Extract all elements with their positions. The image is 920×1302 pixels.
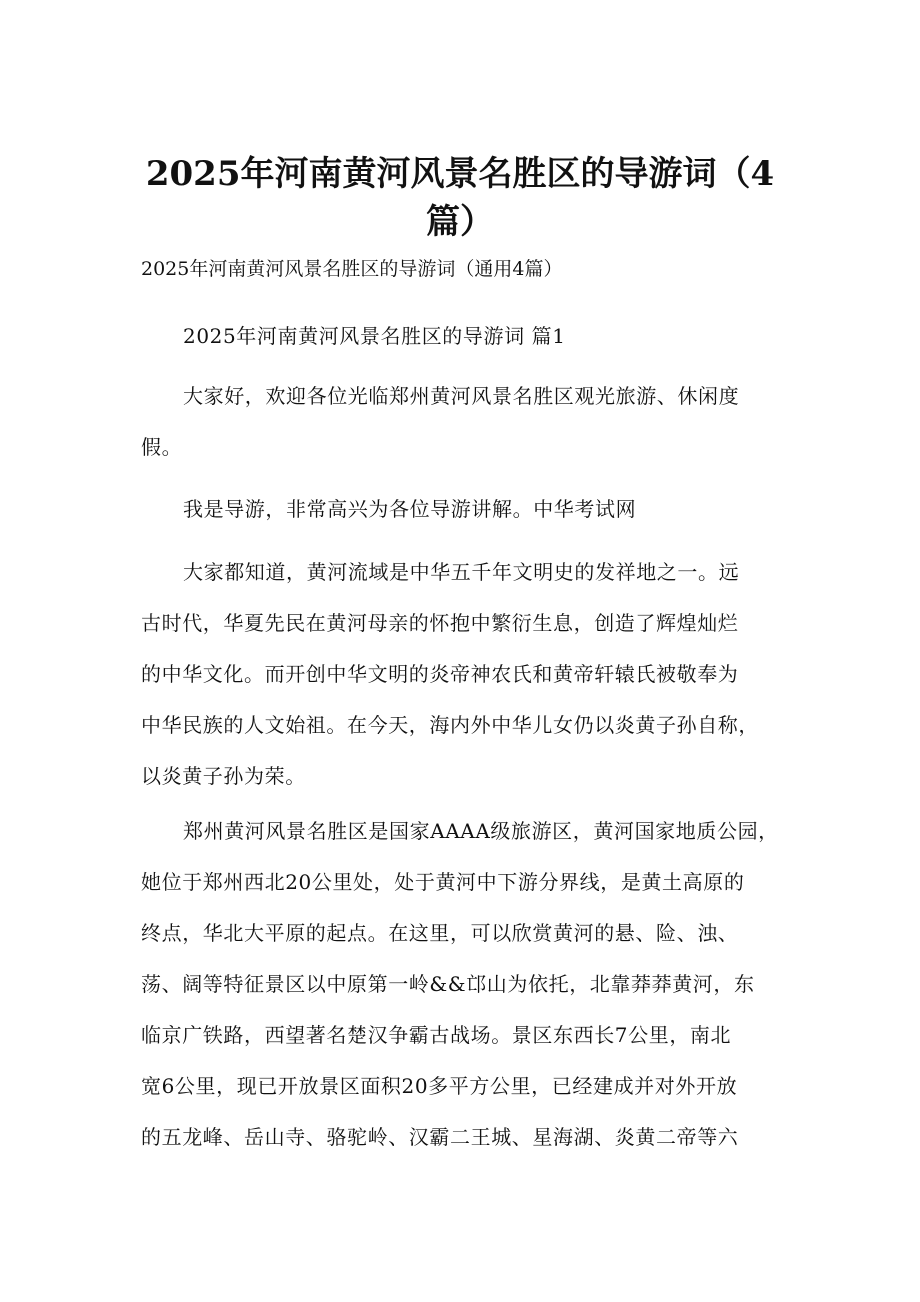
document-subtitle: 2025年河南黄河风景名胜区的导游词（通用4篇）: [141, 258, 563, 280]
paragraph-line: 古时代，华夏先民在黄河母亲的怀抱中繁衍生息，创造了辉煌灿烂: [141, 611, 739, 635]
paragraph-line: 的中华文化。而开创中华文明的炎帝神农氏和黄帝轩辕氏被敬奉为: [141, 662, 739, 686]
paragraph: [141, 547, 801, 802]
paragraph-line: 临京广铁路，西望著名楚汉争霸古战场。景区东西长7公里，南北: [141, 1023, 732, 1047]
paragraph-line: 大家好，欢迎各位光临郑州黄河风景名胜区观光旅游、休闲度: [183, 384, 740, 408]
paragraph-line: 的五龙峰、岳山寺、骆驼岭、汉霸二王城、星海湖、炎黄二帝等六: [141, 1125, 739, 1149]
paragraph: [141, 371, 801, 473]
paragraph-line: 假。: [141, 435, 183, 459]
paragraph-line: 终点，华北大平原的起点。在这里，可以欣赏黄河的悬、险、浊、: [141, 921, 739, 945]
paragraph-line: 郑州黄河风景名胜区是国家AAAA级旅游区，黄河国家地质公园，: [183, 819, 779, 843]
paragraph: [141, 484, 801, 535]
title-line-1: 2025年河南黄河风景名胜区的导游词（4: [145, 154, 775, 194]
paragraph-line: 以炎黄子孙为荣。: [141, 764, 306, 788]
section-heading-block: [141, 311, 801, 362]
section-heading: 2025年河南黄河风景名胜区的导游词 篇1: [183, 324, 566, 348]
paragraph-line: 中华民族的人文始祖。在今天，海内外中华儿女仍以炎黄子孙自称，: [141, 713, 759, 737]
paragraph-line: 宽6公里，现已开放景区面积20多平方公里，已经建成并对外开放: [141, 1074, 738, 1098]
document-title: [100, 150, 820, 246]
paragraph-line: 大家都知道，黄河流域是中华五千年文明史的发祥地之一。远: [183, 560, 740, 584]
paragraph: [141, 806, 801, 1163]
paragraph-line: 荡、阔等特征景区以中原第一岭&&邙山为依托，北靠莽莽黄河，东: [141, 972, 755, 996]
paragraph-line: 我是导游，非常高兴为各位导游讲解。中华考试网: [183, 497, 637, 521]
title-line-2: 篇）: [426, 202, 494, 242]
paragraph-line: 她位于郑州西北20公里处，处于黄河中下游分界线，是黄土高原的: [141, 870, 745, 894]
